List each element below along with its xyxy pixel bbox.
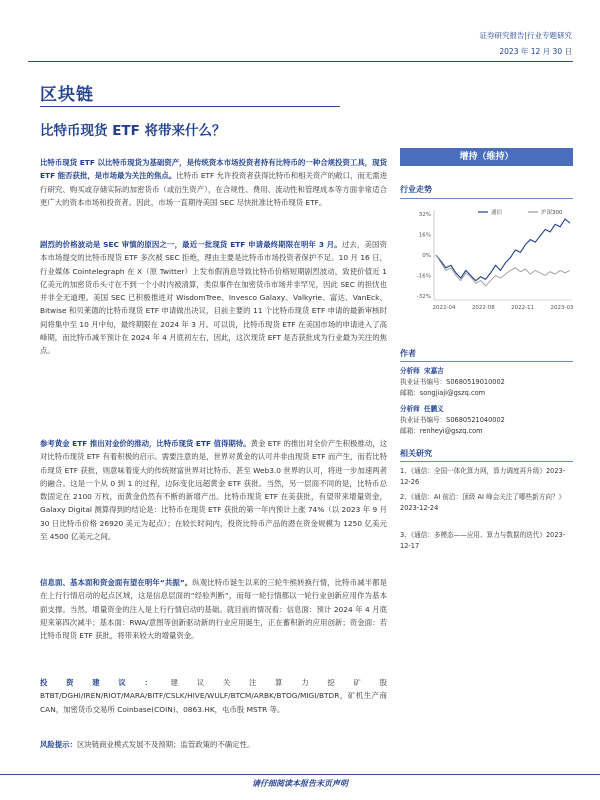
related-item-3[interactable]: 3、《通信：多模态——应用、算力与数据的迭代》2023-12-17 [400,531,566,550]
header-rule [28,61,573,62]
footer-rule [0,774,600,775]
x-tick-label: 2022-04 [432,305,456,311]
authors-rule [400,361,573,362]
y-tick-label: 0% [422,253,431,259]
title-rule [40,106,340,107]
rating-badge: 增持（维持） [400,148,573,166]
related-item-2[interactable]: 2、《通信：AI 前沿：顶级 AI 峰会关注了哪些新方向？》2023-12-24 [400,493,566,512]
footer-disclaimer: 请仔细阅读本报告末页声明 [252,779,348,788]
related-item-1[interactable]: 1、《通信：全国一体化算力网，算力调度再升级》2023-12-26 [400,467,566,486]
trend-title: 行业走势 [400,185,432,194]
sector-title: 区块链 [40,85,94,105]
legend-label: 沪深300 [541,210,563,216]
x-tick-label: 2022-11 [511,305,535,311]
y-tick-label: 16% [418,232,431,239]
x-tick-label: 2022-08 [471,305,495,311]
y-tick-label: -32% [416,294,431,300]
trend-chart [398,206,576,316]
related-rule [400,461,573,462]
author-1: 分析师 宋嘉吉 执业证书编号：S0680519010002 邮箱：songjiaji@gszq.com [400,367,505,397]
risk-warning: 风险提示：区块链商业模式发展不及预期；监管政策的不确定性。 [40,740,255,749]
paragraph-2: 剧烈的价格波动是 SEC 审慎的原因之一，最近一批现货 ETF 申请最终期限在明年 3 月。过去，美国资本市场提交的比特币现货 ETF 多次被 SEC 拒绝，理由主要是比特币市场投资者保护不足。10 月 16 日，行业媒体 Cointelegraph 在 X（原 Twitter）上发布假消息导致比特币价格短期剧烈波动，致使价值近 1 亿美元的加密货币头寸在不到一个小时内被清算，类似事件在加密货币市场并非罕见，因此 SEC 的担忧也并非全无道理。美国 SEC 已积极推进对 WisdomTree、Invesco Galaxy、Valkyrie、富达、VanEck、Bitwise 和贝莱德的比特币现货 ETF 申请做出决议，目前主要的 11 个比特币现货 ETF 申请的最新审核时间将集中至 10 月中旬，最终期限在 2024 年 3 月。可以说，比特币现货 ETF 在美国市场的申请进入了高峰期，而比特币减半预计在 2024 年 4 月底初左右，因此，这次现货 EFT 是否获批成为行业最为关注的焦点。 [40,240,387,356]
related-title: 相关研究 [400,449,432,458]
report-category: 证券研究报告|行业专题研究 [479,31,572,40]
report-title: 比特币现货 ETF 将带来什么？ [40,123,226,139]
legend-label: 通信 [491,210,503,216]
paragraph-1: 比特币现货 ETF 以比特币现货为基础资产，是传统资本市场投资者持有比特币的一种合规投资工具，现货 ETF 能否获批，是市场最为关注的焦点。比特币 ETF 允许投资者获得比特币和相关资产的敞口，而无需进行研究、购买或存储实际的加密货币（或衍生资产），在合规性、费用、流动性和管理成本等方面非常适合更广大的资本市场和投资者。因此，市场一直期待美国 SEC 尽快批准比特币现货 ETF。 [40,158,387,207]
series-line-csi300 [436,255,570,286]
y-tick-label: -16% [416,273,431,280]
trend-rule [400,198,573,199]
author-2: 分析师 任鹏义 执业证书编号：S0680521040002 邮箱：renheyi@gszq.com [400,405,505,435]
paragraph-3: 参考黄金 ETF 推出对金价的推动，比特币现货 ETF 值得期待。黄金 ETF 的推出对全价产生积极推动，这对比特币现货 ETF 有着积极的启示。需要注意的是，世界对黄金的认可并非由现货 ETF 而产生，而若比特币现货 ETF 获批，则意味着庞大的传统财富世界对比特币、甚至 Web3.0 世界的认可，将进一步加速两者的融合。这是一个从 0 到 1 的过程，边际变化远超黄金 ETF 获批。当然，另一层面不同的是，比特币总数固定在 2100 万枚，而黄金仍然有不断的新增产出。比特币现货 ETF 在美获批，有望带来增量资金，Galaxy Digital 测算得到的结论是：比特币在现货 ETF 获批的第一年内预计上涨 74%（以 2023 年 9 月 30 日比特币价格 26920 美元为起点）；在较长时间内，投资比特币产品的潜在资金规模为 1250 亿美元至 4500 亿美元之间。 [40,439,387,542]
authors-title: 作者 [400,349,416,358]
y-tick-label: 32% [418,212,431,218]
investment-advice: 投资建议：建议关注算力挖矿股 BTBT/DGHI/IREN/RIOT/MARA/BITF/CSLK/HIVE/WULF/BTCM/ARBK/BTOG/MIGI/BTDR，矿机生产商 CAN，加密货币交易所 Coinbase(COIN)、0863.HK，屯币股 MSTR 等。 [40,678,387,714]
paragraph-4: 信息面、基本面和资金面有望在明年“共振”。纵观比特币诞生以来的三轮牛熊转换行情，比特币减半都是在上行行情启动的起点区域，这是信息层面的“经验判断”，而每一轮行情都以一轮行业创新应用作为基本面支撑。当然，增量资金的注入是上行行情启动的基础。就目前的情况看：信息面：预计 2024 年 4 月底迎来第四次减半；基本面：RWA/意图等创新驱动新的行业应用诞生，正在蓄积新的应用创新；资金面：若比特币现货 ETF 获批，将带来较大的增量资金。 [40,578,387,641]
report-date: 2023 年 12 月 30 日 [499,47,572,56]
x-tick-label: 2023-03 [550,305,574,311]
